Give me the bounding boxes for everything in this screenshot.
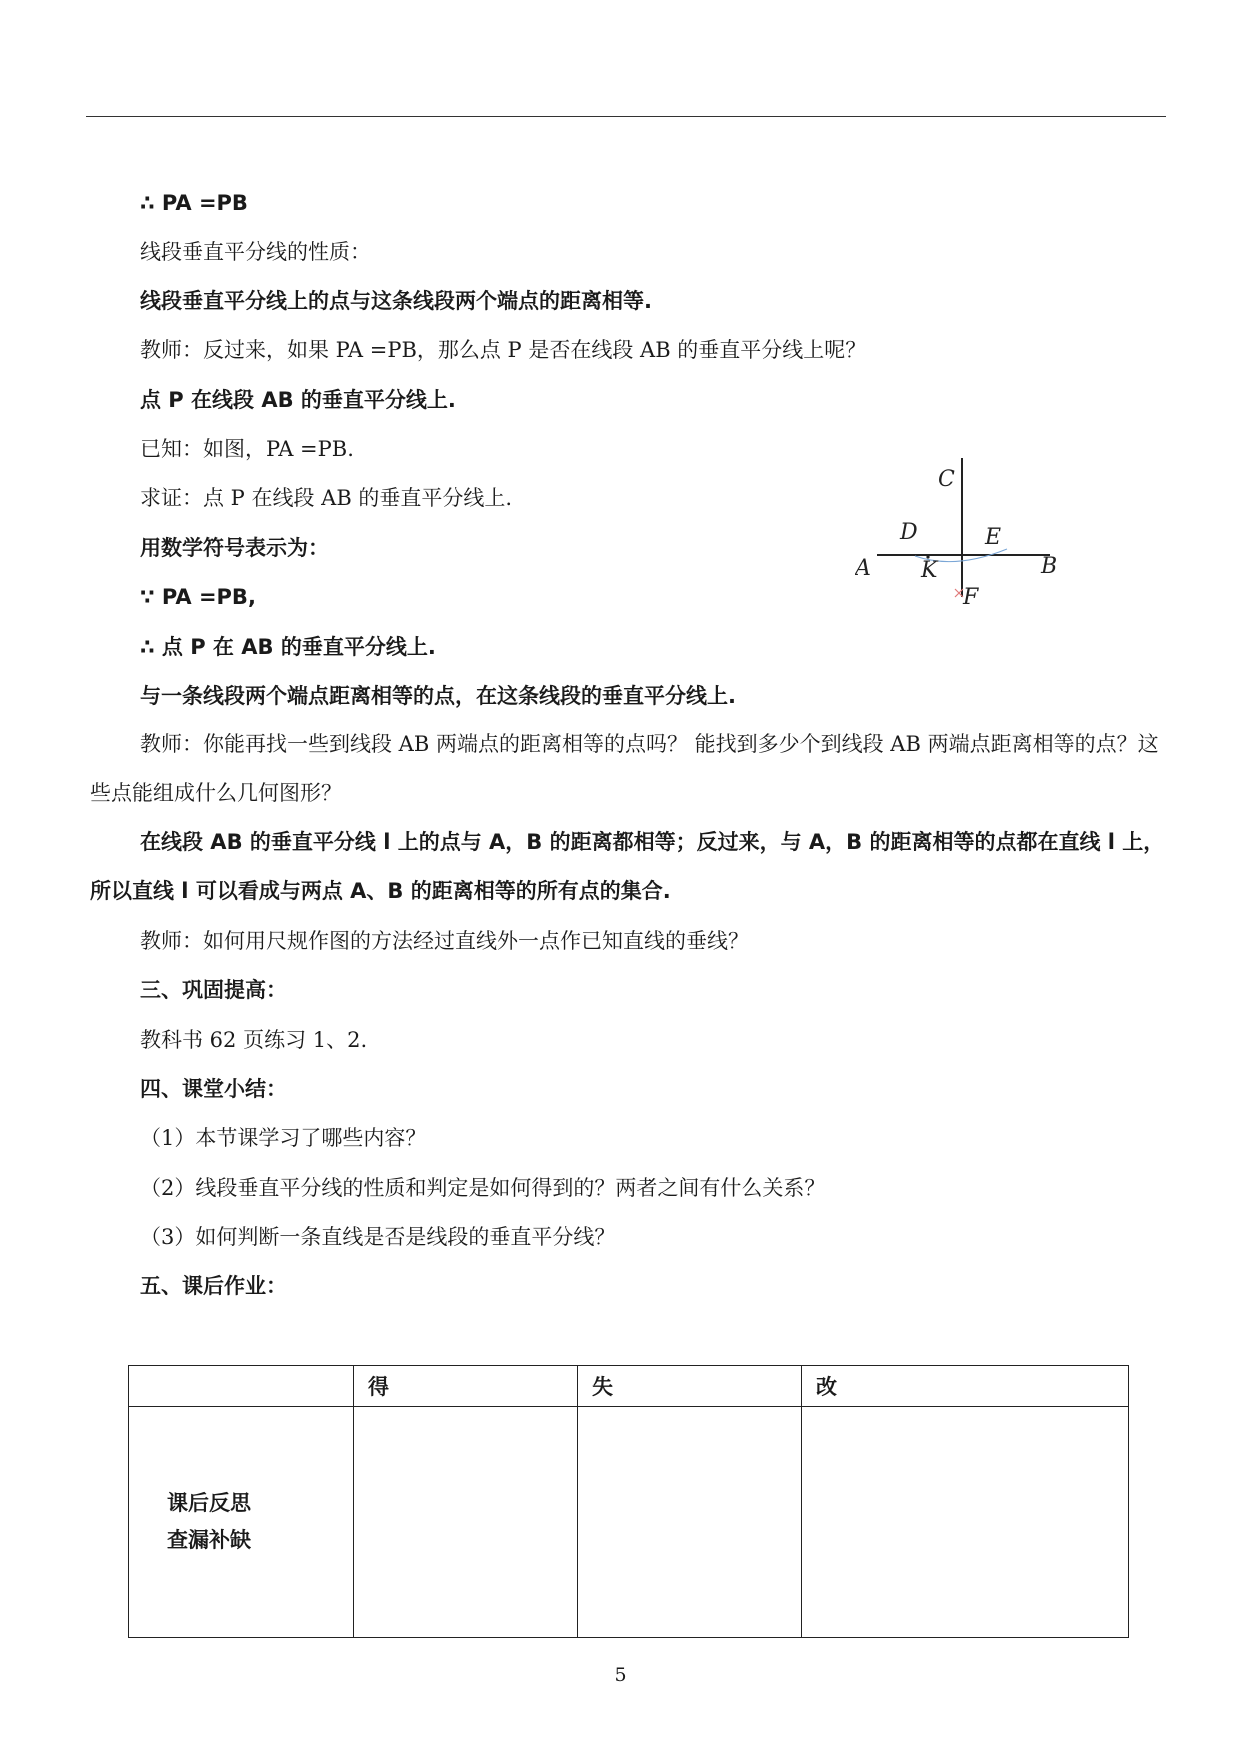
- row-label-line-1: 课后反思: [167, 1491, 251, 1515]
- therefore-line: ∴ 点 P 在 AB 的垂直平分线上.: [140, 635, 436, 659]
- label-d: D: [900, 520, 918, 545]
- perpendicular-bisector-figure: [855, 455, 1080, 615]
- table-header-empty: [129, 1366, 354, 1407]
- header-rule: [86, 116, 1166, 117]
- teacher-question-converse: 教师：反过来，如果 PA =PB，那么点 P 是否在线段 AB 的垂直平分线上呢？: [140, 338, 867, 362]
- label-c: C: [938, 467, 955, 492]
- summary-item-2: （2）线段垂直平分线的性质和判定是如何得到的？两者之间有什么关系？: [140, 1176, 826, 1200]
- because-line: ∵ PA =PB,: [140, 585, 256, 609]
- teacher-question-construction: 教师：如何用尺规作图的方法经过直线外一点作已知直线的垂线？: [140, 929, 749, 953]
- loss-cell[interactable]: [578, 1407, 802, 1638]
- judgement-statement: 与一条线段两个端点距离相等的点，在这条线段的垂直平分线上.: [140, 684, 736, 708]
- table-header-gain: 得: [354, 1366, 578, 1407]
- conclusion-pa-pb: ∴ PA =PB: [140, 191, 248, 215]
- row-label-line-2: 查漏补缺: [167, 1528, 251, 1552]
- page-number: 5: [614, 1664, 627, 1686]
- table-header-loss: 失: [578, 1366, 802, 1407]
- label-f: F: [963, 585, 979, 610]
- table-row: [129, 1407, 1129, 1638]
- label-k: K: [921, 558, 938, 583]
- property-heading: 线段垂直平分线的性质：: [140, 240, 371, 264]
- section-consolidate-heading: 三、巩固提高：: [140, 978, 287, 1002]
- teacher-question-more-points: 教师：你能再找一些到线段 AB 两端点的距离相等的点吗？ 能找到多少个到线段 AB 两端点距离相等的点？这些点能组成什么几何图形？: [90, 732, 1159, 805]
- symbolic-heading: 用数学符号表示为：: [140, 536, 329, 560]
- summary-item-3: （3）如何判断一条直线是否是线段的垂直平分线？: [140, 1225, 616, 1249]
- summary-item-1: （1）本节课学习了哪些内容？: [140, 1126, 427, 1150]
- label-e: E: [985, 525, 1002, 550]
- table-header-correct: 改: [802, 1366, 1129, 1407]
- converse-answer: 点 P 在线段 AB 的垂直平分线上.: [140, 388, 456, 412]
- label-b: B: [1041, 554, 1058, 579]
- correct-cell[interactable]: [802, 1407, 1129, 1638]
- section-homework-heading: 五、课后作业：: [140, 1274, 287, 1298]
- property-statement: 线段垂直平分线上的点与这条线段两个端点的距离相等.: [140, 289, 652, 313]
- locus-statement: 在线段 AB 的垂直平分线 l 上的点与 A，B 的距离都相等；反过来，与 A，B 的距离相等的点都在直线 l 上，所以直线 l 可以看成与两点 A、B 的距离相等的所有点的集合.: [90, 830, 1165, 903]
- table-header-row: [129, 1366, 1129, 1407]
- given-statement: 已知：如图，PA =PB.: [140, 437, 354, 461]
- section-summary-heading: 四、课堂小结：: [140, 1077, 287, 1101]
- textbook-exercise: 教科书 62 页练习 1、2.: [140, 1028, 368, 1052]
- gain-cell[interactable]: [354, 1407, 578, 1638]
- row-label-cell: [129, 1407, 354, 1638]
- label-a: A: [855, 556, 871, 581]
- reflection-table: [128, 1365, 1129, 1638]
- prove-statement: 求证：点 P 在线段 AB 的垂直平分线上.: [140, 486, 513, 510]
